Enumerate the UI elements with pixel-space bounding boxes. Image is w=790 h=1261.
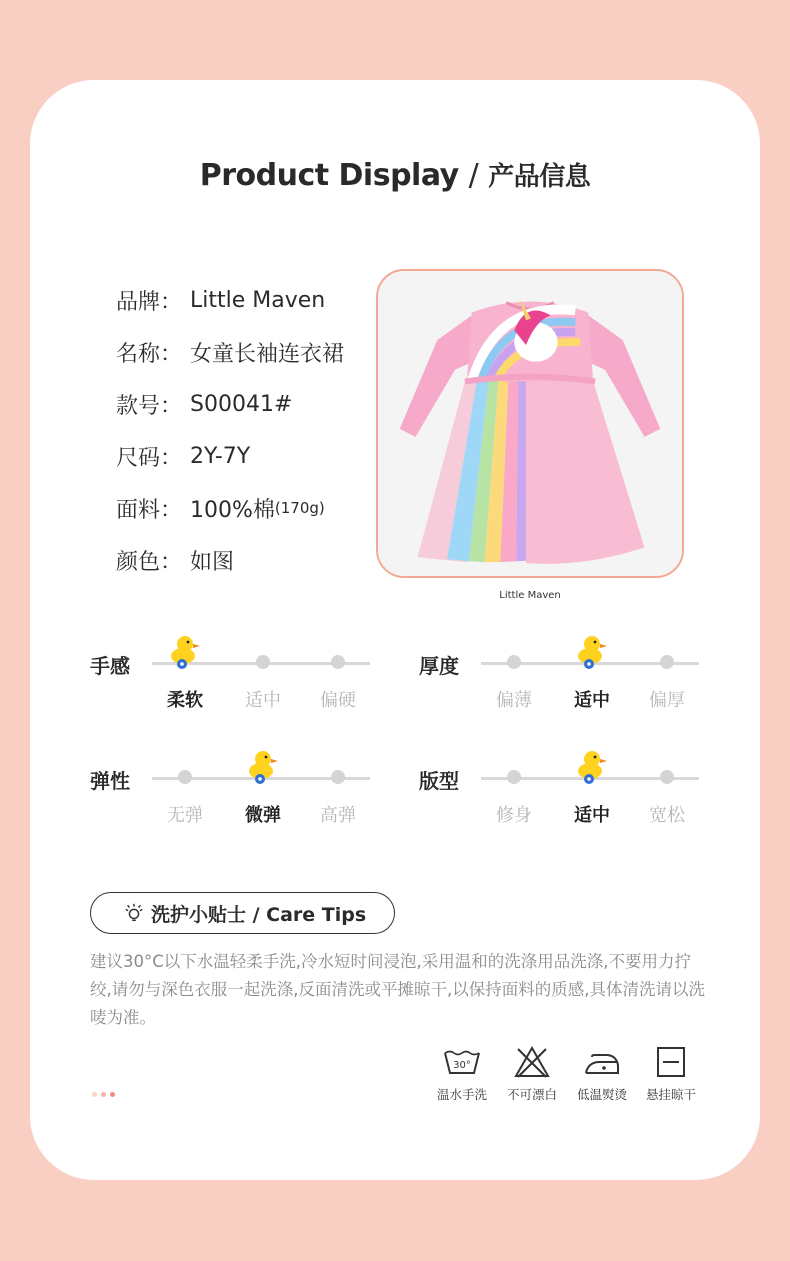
lightbulb-icon [123,902,145,924]
page-title [30,156,760,193]
care-label: 不可漂白 [506,1087,557,1102]
info-value: 如图 [190,549,235,575]
scale-dot [331,770,345,784]
hang-dry-icon [651,1045,691,1079]
low-iron-icon [582,1045,622,1079]
dress-illustration [378,271,682,576]
info-note: (170g) [274,499,325,517]
care-tips-text: 建议30°C以下水温轻柔手洗,冷水短时间浸泡,采用温和的洗涤用品洗涤,不要用力拧绞,请勿与深色衣服一起洗涤,反面清洗或平摊晾干,以保持面料的质感,具体清洗请以洗唛为准。 [90,952,705,1027]
scale-fit [419,757,719,826]
scale-dot [256,655,270,669]
scale-dot [660,770,674,784]
care-tips-title: 洗护小贴士 / Care Tips [151,903,367,926]
scale-option: 宽松 [649,805,685,826]
info-row-size [116,430,344,482]
scale-label: 版型 [419,769,459,793]
info-row-fabric [116,482,344,534]
duck-marker-icon [246,749,280,785]
photo-caption: Little Maven [499,590,561,601]
scale-option: 适中 [245,690,281,711]
care-item-no-bleach [497,1045,567,1103]
indicator-dot [110,1092,115,1097]
product-info-list [116,274,344,586]
scale-label: 厚度 [419,654,459,678]
scale-option: 偏薄 [496,690,532,711]
info-key: 款号： [116,393,183,419]
title-separator: / [468,158,479,193]
care-item-hang-dry [636,1045,706,1103]
scale-label: 手感 [90,654,130,678]
info-key: 面料： [116,497,183,523]
info-row-style-no [116,378,344,430]
scale-elasticity [90,757,390,826]
title-cn: 产品信息 [488,162,591,192]
info-value: Little Maven [190,287,326,313]
info-row-name [116,326,344,378]
info-value: S00041# [190,391,293,417]
hand-wash-30-icon [442,1045,482,1079]
scale-option: 微弹 [245,805,281,826]
product-card [30,80,760,1180]
care-label: 悬挂晾干 [645,1087,696,1102]
scale-thickness [419,642,719,711]
care-label: 温水手洗 [436,1087,487,1102]
scale-dot [507,655,521,669]
info-row-brand [116,274,344,326]
info-row-color [116,534,344,586]
care-item-low-iron [567,1045,637,1103]
scale-dot [507,770,521,784]
svg-text:30°: 30° [453,1060,471,1071]
scale-dot [660,655,674,669]
scale-option: 柔软 [167,690,203,711]
scale-option: 适中 [574,805,610,826]
scale-option: 高弹 [320,805,356,826]
scale-label: 弹性 [90,769,130,793]
page-indicator [92,1092,115,1097]
scale-option: 偏硬 [320,690,356,711]
info-key: 颜色： [116,549,183,575]
care-item-hand-wash [427,1045,497,1103]
product-photo [376,269,684,578]
info-value: 100%棉 [190,497,275,523]
duck-marker-icon [168,634,202,670]
scale-dot [178,770,192,784]
duck-marker-icon [575,634,609,670]
indicator-dot [92,1092,97,1097]
scale-option: 无弹 [167,805,203,826]
scale-option: 适中 [574,690,610,711]
scale-dot [331,655,345,669]
duck-marker-icon [575,749,609,785]
info-key: 尺码： [116,445,183,471]
title-en: Product Display [199,158,459,193]
info-key: 名称： [116,341,183,367]
info-value: 女童长袖连衣裙 [190,341,345,367]
care-tips-header [90,892,395,934]
scale-option: 偏厚 [649,690,685,711]
scale-option: 修身 [496,805,532,826]
scale-feel [90,642,390,711]
info-key: 品牌： [116,289,183,315]
no-bleach-icon [512,1045,552,1079]
info-value: 2Y-7Y [190,443,251,469]
care-label: 低温熨烫 [576,1087,627,1102]
indicator-dot [101,1092,106,1097]
